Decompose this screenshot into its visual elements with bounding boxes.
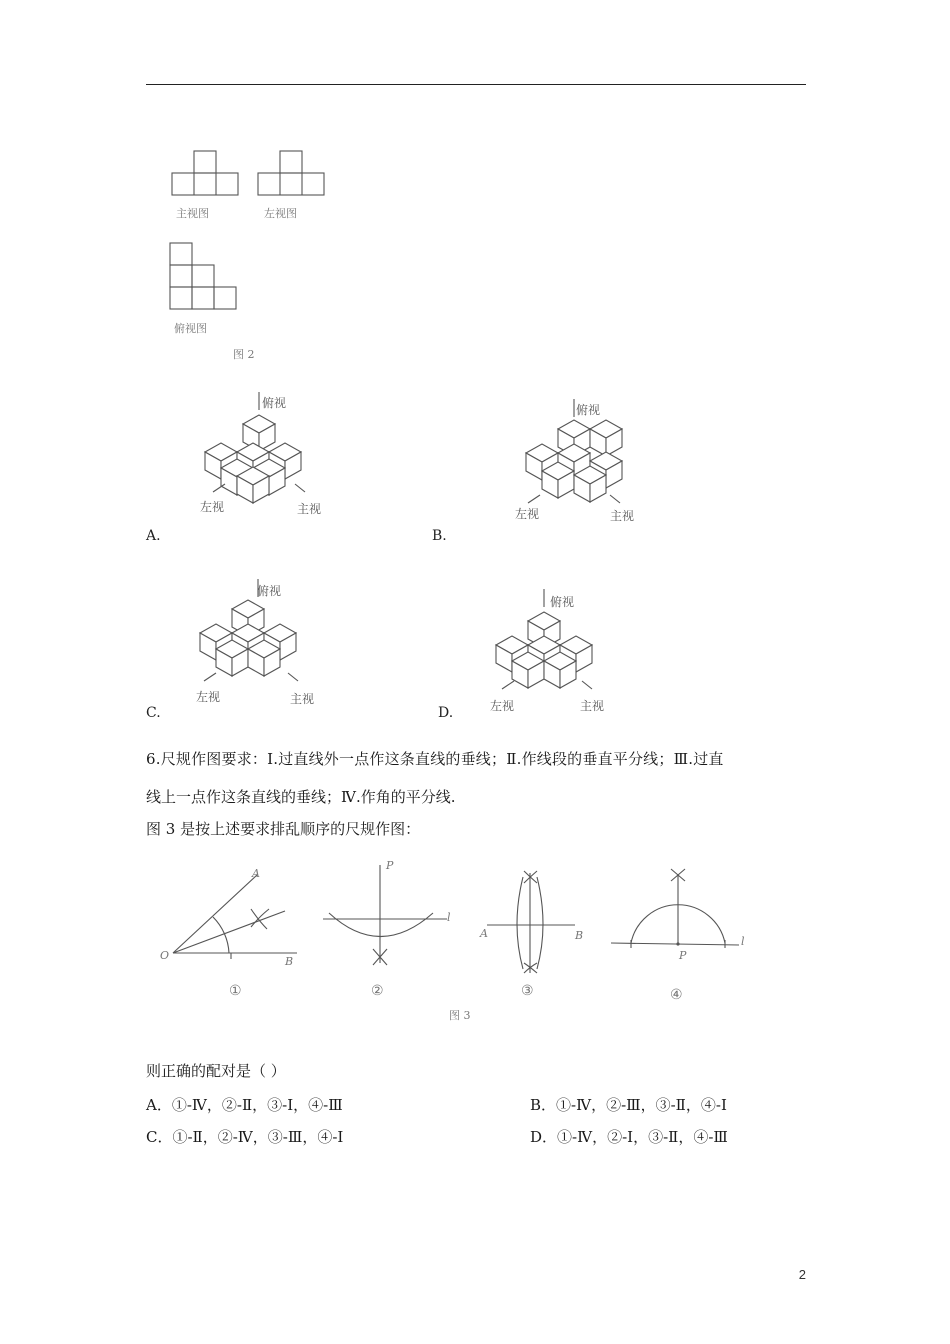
- q6-line-1: 6.尺规作图要求：Ⅰ.过直线外一点作这条直线的垂线；Ⅱ.作线段的垂直平分线；Ⅲ.过直: [146, 750, 724, 768]
- label-l-4: l: [741, 935, 745, 948]
- page-number: 2: [798, 1267, 806, 1282]
- q6-line-3: 图 3 是按上述要求排乱顺序的尺规作图：: [146, 820, 421, 838]
- figure-2-caption: 图 2: [233, 348, 255, 361]
- option-c-right-label: 主视: [290, 692, 315, 706]
- construction-3: [487, 871, 575, 973]
- option-b-left-label: 左视: [515, 507, 540, 521]
- figure-3: [155, 855, 755, 1025]
- left-view-label: 左视图: [264, 207, 297, 220]
- q6-choice-c: C．①-Ⅱ，②-Ⅳ，③-Ⅲ，④-Ⅰ: [146, 1128, 344, 1146]
- option-a-left-label: 左视: [200, 500, 225, 514]
- view-arrow: [610, 495, 620, 503]
- view-arrow: [204, 673, 216, 681]
- option-b-right-label: 主视: [610, 509, 635, 523]
- number-3: ③: [521, 983, 534, 999]
- option-c-letter: C.: [146, 705, 161, 721]
- left-view: [258, 151, 324, 195]
- option-a-top-label: 俯视: [262, 396, 287, 410]
- header-rule: [146, 84, 806, 85]
- q6-choice-d: D．①-Ⅳ，②-Ⅰ，③-Ⅱ，④-Ⅲ: [530, 1128, 728, 1146]
- option-d-top-label: 俯视: [550, 595, 575, 609]
- option-c-top-label: 俯视: [257, 584, 282, 598]
- figure-2: [160, 145, 350, 365]
- label-l-2: l: [447, 911, 451, 924]
- option-d-left-label: 左视: [490, 699, 515, 713]
- view-arrow: [288, 673, 298, 681]
- option-a-right-label: 主视: [297, 502, 322, 516]
- view-arrow: [502, 681, 514, 689]
- number-4: ④: [670, 987, 683, 1003]
- q6-prompt: 则正确的配对是（ ）: [146, 1062, 286, 1080]
- front-view-label: 主视图: [176, 207, 209, 220]
- label-a-1: A: [252, 867, 260, 880]
- construction-4: [611, 869, 739, 948]
- number-1: ①: [229, 983, 242, 999]
- q6-choice-a: A．①-Ⅳ，②-Ⅱ，③-Ⅰ，④-Ⅲ: [146, 1096, 343, 1114]
- construction-2: [323, 865, 447, 965]
- construction-drawings: [155, 855, 755, 1025]
- front-view: [172, 151, 238, 195]
- q6-line-2: 线上一点作这条直线的垂线；Ⅳ.作角的平分线.: [146, 788, 456, 806]
- top-view-label: 俯视图: [174, 322, 207, 335]
- number-2: ②: [371, 983, 384, 999]
- view-arrow: [295, 484, 305, 492]
- construction-1: [173, 875, 297, 959]
- label-p-4: P: [679, 949, 687, 962]
- top-view: [170, 243, 236, 309]
- q6-choice-b: B．①-Ⅳ，②-Ⅲ，③-Ⅱ，④-Ⅰ: [530, 1096, 727, 1114]
- label-b-3: B: [575, 929, 584, 942]
- label-b-1: B: [285, 955, 294, 968]
- option-d-right-label: 主视: [580, 699, 605, 713]
- option-c-left-label: 左视: [196, 690, 221, 704]
- view-arrow: [582, 681, 592, 689]
- option-b-letter: B.: [432, 528, 447, 544]
- label-o: O: [160, 949, 170, 962]
- view-arrow: [528, 495, 540, 503]
- label-p-2: P: [386, 859, 394, 872]
- figure-3-caption: 图 3: [449, 1009, 471, 1022]
- option-d-letter: D.: [438, 705, 454, 721]
- view-arrow: [213, 484, 225, 492]
- option-a-letter: A.: [146, 528, 161, 544]
- label-a-3: A: [480, 927, 488, 940]
- option-b-top-label: 俯视: [576, 403, 601, 417]
